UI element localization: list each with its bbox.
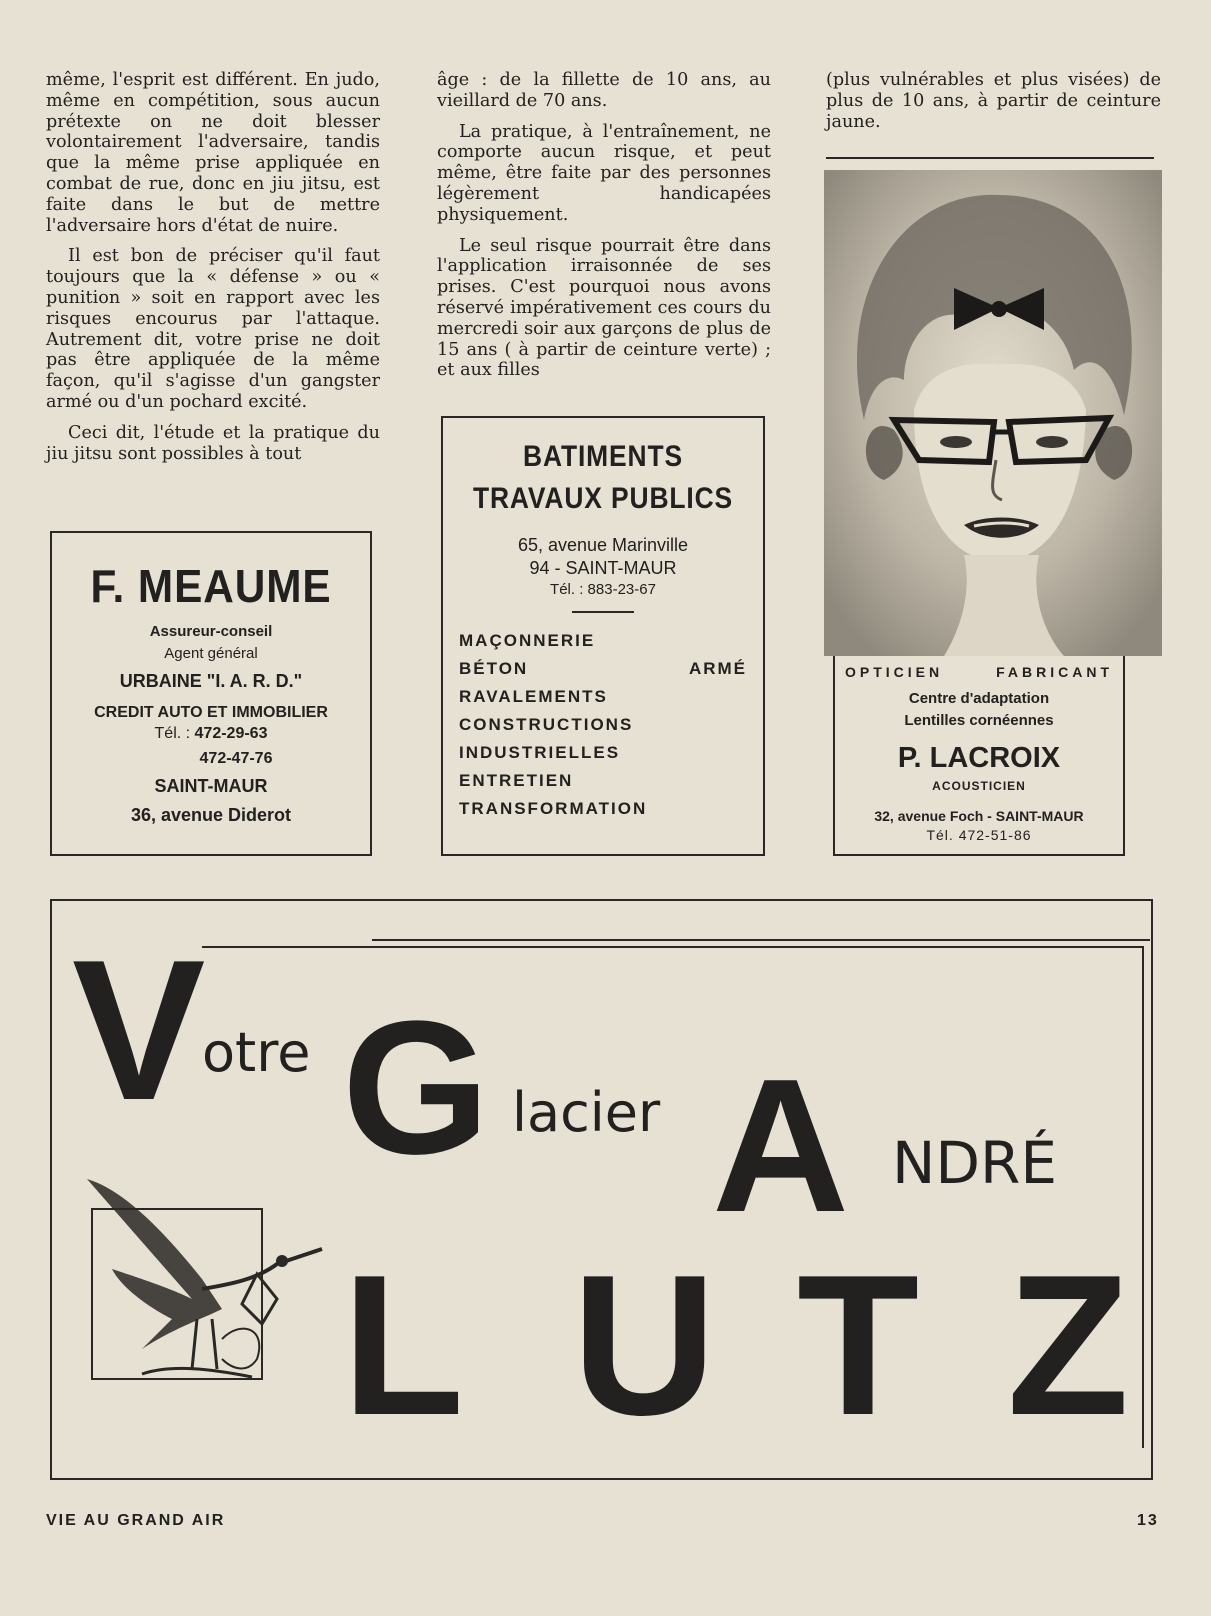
paragraph: (plus vulnérables et plus visées) de plus de 10 ans, à partir de ceinture jaune. bbox=[826, 70, 1161, 132]
ad-lacroix bbox=[833, 656, 1125, 856]
service-item: ENTRETIEN bbox=[459, 771, 574, 790]
ad-address: 65, avenue Marinville bbox=[517, 535, 689, 555]
ad-agent: Agent général bbox=[164, 645, 258, 662]
letter-v: V bbox=[72, 919, 206, 1142]
word-lacier: lacier bbox=[512, 1081, 661, 1144]
woman-with-glasses-icon bbox=[824, 170, 1162, 656]
stork-icon bbox=[82, 1169, 332, 1399]
paragraph: La pratique, à l'entraînement, ne comporte aucun risque, et peut même, être faite par des personnes légèrement handicapées physiquement. bbox=[437, 121, 771, 225]
portrait-illustration bbox=[824, 170, 1162, 656]
ad-credit: CREDIT AUTO ET IMMOBILIER bbox=[94, 704, 328, 721]
service-item: CONSTRUCTIONS bbox=[459, 715, 634, 734]
ad-lutz bbox=[50, 899, 1153, 1480]
magazine-title: VIE AU GRAND AIR bbox=[46, 1512, 226, 1529]
letter-g: G bbox=[342, 982, 490, 1194]
paragraph: âge : de la fillette de 10 ans, au vieillard de 70 ans. bbox=[437, 70, 771, 111]
column-divider bbox=[826, 157, 1154, 159]
paragraph: même, l'esprit est différent. En judo, même en compétition, sous aucun prétexte on ne doit blesser volontairement l'adversaire, tandis que la même prise appliquée en combat de rue, donc en jiu jitsu, est faite dans le but de mettre l'adversaire hors d'état de nuire. bbox=[46, 70, 380, 236]
letter-l: L bbox=[342, 1234, 465, 1457]
ad-phone: Tél. 472-51-86 bbox=[926, 827, 1032, 843]
phone-label: Tél. : bbox=[154, 725, 191, 742]
ad-phone bbox=[52, 724, 370, 744]
paragraph: Il est bon de préciser qu'il faut toujours que la « défense » ou « punition » soit en rapport avec les risques encourus par l'attaque. Autrement dit, votre prise ne doit pas être appliquée de la même façon, qu'il s'agisse d'un gangster armé ou d'un pochard excité. bbox=[46, 246, 380, 412]
letter-z: Z bbox=[1007, 1234, 1130, 1457]
paragraph: Le seul risque pourrait être dans l'application irraisonnée de ses prises. C'est pourquoi nous avons réservé impérativement ces cours du mercredi soir aux garçons de plus de 15 ans ( à partir de ceinture verte) ; et aux filles bbox=[437, 235, 771, 381]
phone-number: 472-47-76 bbox=[199, 750, 273, 767]
divider bbox=[572, 611, 634, 613]
article-column-1 bbox=[46, 70, 380, 474]
article-column-3 bbox=[826, 70, 1161, 142]
paragraph: Ceci dit, l'étude et la pratique du jiu jitsu sont possibles à tout bbox=[46, 422, 380, 464]
word-ndre: NDRÉ bbox=[892, 1129, 1057, 1197]
service-item: BÉTON ARMÉ bbox=[459, 659, 747, 678]
ad-role: ACOUSTICIEN bbox=[932, 779, 1026, 793]
service-item: RAVALEMENTS bbox=[459, 687, 608, 706]
letter-a: A bbox=[712, 1040, 850, 1252]
ad-company: URBAINE "I. A. R. D." bbox=[119, 671, 303, 691]
ad-city: 94 - SAINT-MAUR bbox=[529, 558, 677, 578]
ad-city: SAINT-MAUR bbox=[154, 776, 268, 796]
service-item: INDUSTRIELLES bbox=[459, 743, 621, 762]
ad-address: 36, avenue Diderot bbox=[130, 805, 292, 825]
ad-btp bbox=[441, 416, 765, 856]
page-number: 13 bbox=[1137, 1512, 1159, 1529]
ad-line: Centre d'adaptation bbox=[908, 690, 1050, 707]
service-item: MAÇONNERIE bbox=[459, 631, 596, 650]
ad-line: Lentilles cornéennes bbox=[904, 712, 1054, 729]
ad-title: BATIMENTS bbox=[523, 440, 683, 473]
services-list bbox=[443, 627, 763, 823]
advertiser-name: F. MEAUME bbox=[90, 560, 332, 612]
phone-number: 472-29-63 bbox=[194, 725, 268, 742]
ad-role: Assureur-conseil bbox=[149, 623, 273, 640]
advertiser-name: P. LACROIX bbox=[897, 742, 1061, 774]
letter-u: U bbox=[572, 1234, 717, 1457]
article-column-2 bbox=[437, 70, 771, 391]
inner-frame bbox=[372, 939, 1150, 941]
ad-header: OPTICIEN FABRICANT bbox=[845, 664, 1113, 680]
ad-address: 32, avenue Foch - SAINT-MAUR bbox=[874, 808, 1084, 824]
letter-t: T bbox=[797, 1234, 920, 1457]
ad-meaume bbox=[50, 531, 372, 856]
ad-title: TRAVAUX PUBLICS bbox=[472, 482, 734, 515]
service-item: TRANSFORMATION bbox=[459, 799, 648, 818]
word-otre: otre bbox=[202, 1021, 311, 1084]
ad-phone: Tél. : 883-23-67 bbox=[550, 581, 656, 598]
